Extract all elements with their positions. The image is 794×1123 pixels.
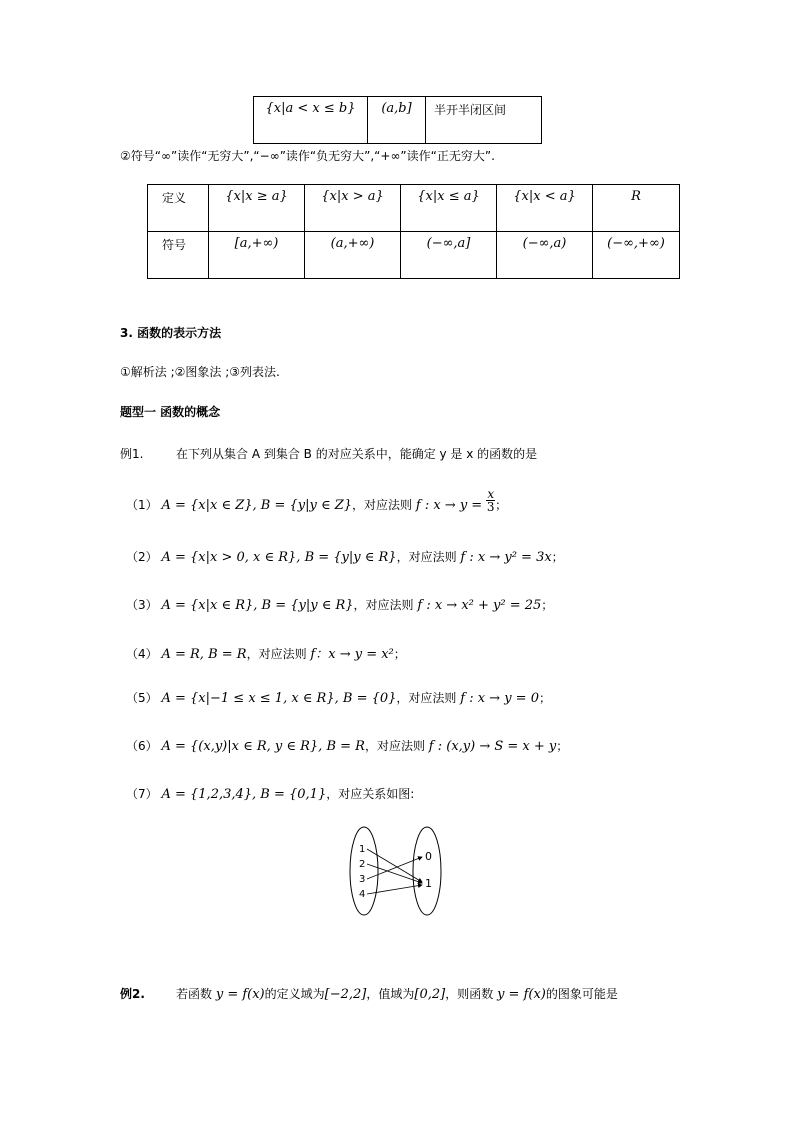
item-sets: A = {x|x > 0, x ∈ R}, B = {y|y ∈ R} <box>161 550 397 565</box>
example1-item <box>126 548 564 565</box>
symbol-header: 符号 <box>162 238 187 252</box>
range-interval: [0,2] <box>414 987 446 1002</box>
item-sets: A = {x|−1 ≤ x ≤ 1, x ∈ R}, B = {0} <box>161 691 397 706</box>
definition-cell: R <box>631 189 641 204</box>
set-a-element: 4 <box>359 889 366 900</box>
definition-cell: {x|x > a} <box>321 189 384 204</box>
item-number: （6） <box>126 739 158 753</box>
interval-name-cell <box>426 97 542 144</box>
symbol-cell: (−∞,+∞) <box>607 236 665 251</box>
interval-name: 半开半闭区间 <box>434 103 507 117</box>
item-number: （4） <box>126 647 158 661</box>
fraction-numerator: x <box>487 487 495 501</box>
symbol-row <box>148 232 680 279</box>
interval-notation: (a,b] <box>381 101 412 116</box>
mapping-arrow <box>367 857 422 879</box>
text-fragment: ，则函数 <box>445 987 494 1001</box>
item-number: （3） <box>126 598 158 612</box>
definition-cell: {x|x ≥ a} <box>225 189 288 204</box>
text-fragment: 的图象可能是 <box>545 987 618 1001</box>
representation-methods: ①解析法 ;②图象法 ;③列表法. <box>120 365 280 379</box>
item-end: ； <box>551 550 564 564</box>
item-number: （5） <box>126 691 158 705</box>
domain-interval: [−2,2] <box>324 987 367 1002</box>
set-b-element: 1 <box>425 877 432 890</box>
set-b-element: 0 <box>425 850 432 863</box>
example1-item <box>126 737 568 754</box>
example1-item <box>126 643 406 662</box>
item-sets: A = {x|x ∈ Z}, B = {y|y ∈ Z} <box>161 498 353 513</box>
definition-header: 定义 <box>162 191 187 205</box>
example1-item <box>126 689 551 706</box>
symbol-cell: [a,+∞) <box>234 236 279 251</box>
fraction <box>486 488 495 513</box>
function-expression: y = f(x) <box>497 987 546 1002</box>
type-title: 题型一 函数的概念 <box>120 405 221 419</box>
item-rule-prefix: ，对应法则 <box>364 739 425 753</box>
infinity-note: ②符号“∞”读作“无穷大”,“−∞”读作“负无穷大”,“+∞”读作“正无穷大”. <box>120 149 495 163</box>
symbol-cell: (−∞,a] <box>426 236 471 251</box>
item-number: （7） <box>126 787 158 801</box>
item-sets: A = R, B = R <box>161 647 247 662</box>
item-rule-prefix: ，对应关系如图: <box>326 787 415 801</box>
interval-set: {x|a < x ≤ b} <box>265 101 356 116</box>
example1-item <box>126 785 414 802</box>
interval-set-cell <box>254 97 368 144</box>
section-title: 3. 函数的表示方法 <box>120 326 222 340</box>
item-rule-prefix: ，对应法则 <box>352 498 413 512</box>
set-b-ellipse <box>413 827 441 915</box>
item-rule: f : x → y = <box>415 498 487 513</box>
item-end: ； <box>541 598 554 612</box>
item-sets: A = {1,2,3,4}, B = {0,1} <box>161 787 327 802</box>
item-end: ； <box>556 739 569 753</box>
item-sets: A = {(x,y)|x ∈ R, y ∈ R}, B = R <box>161 739 365 754</box>
example1-item <box>126 487 508 514</box>
item-rule-prefix: ，对应法则 <box>353 598 414 612</box>
set-a-element: 1 <box>359 844 366 855</box>
item-number: （1） <box>126 498 158 512</box>
item-rule: f：x → y = x² <box>310 647 394 662</box>
fraction-denominator: 3 <box>486 500 495 514</box>
infinite-interval-table <box>147 184 680 279</box>
item-rule: f : x → x² + y² = 25 <box>417 598 542 613</box>
example1-question: 在下列从集合 A 到集合 B 的对应关系中，能确定 y 是 x 的函数的是 <box>176 447 538 461</box>
text-fragment: 的定义域为 <box>264 987 325 1001</box>
example1-label: 例1. <box>120 447 144 461</box>
definition-cell: {x|x < a} <box>513 189 576 204</box>
symbol-cell: (−∞,a) <box>522 236 567 251</box>
item-rule: f : x → y = 0 <box>460 691 539 706</box>
item-end: ； <box>538 691 551 705</box>
item-rule: f : (x,y) → S = x + y <box>428 739 557 754</box>
symbol-cell: (a,+∞) <box>330 236 375 251</box>
item-rule-prefix: ，对应法则 <box>396 550 457 564</box>
item-rule-prefix: ，对应法则 <box>396 691 457 705</box>
mapping-arrow <box>367 864 422 883</box>
example2-question <box>176 985 618 1002</box>
item-end: ； <box>495 498 508 512</box>
example2-label: 例2. <box>120 987 145 1001</box>
set-a-element: 2 <box>359 859 366 870</box>
text-fragment: 若函数 <box>176 987 213 1001</box>
definition-cell: {x|x ≤ a} <box>417 189 480 204</box>
item-rule-prefix: ，对应法则 <box>246 647 307 661</box>
item-end: ； <box>393 647 406 661</box>
interval-notation-cell <box>368 97 426 144</box>
item-number: （2） <box>126 550 158 564</box>
set-a-ellipse <box>350 827 378 915</box>
interval-table <box>253 96 542 144</box>
text-fragment: ，值域为 <box>366 987 415 1001</box>
mapping-diagram <box>340 825 450 920</box>
example1-item <box>126 596 553 613</box>
function-expression: y = f(x) <box>215 987 265 1002</box>
set-a-element: 3 <box>359 874 366 885</box>
item-sets: A = {x|x ∈ R}, B = {y|y ∈ R} <box>161 598 354 613</box>
item-rule: f : x → y² = 3x <box>460 550 552 565</box>
definition-row <box>148 185 680 232</box>
